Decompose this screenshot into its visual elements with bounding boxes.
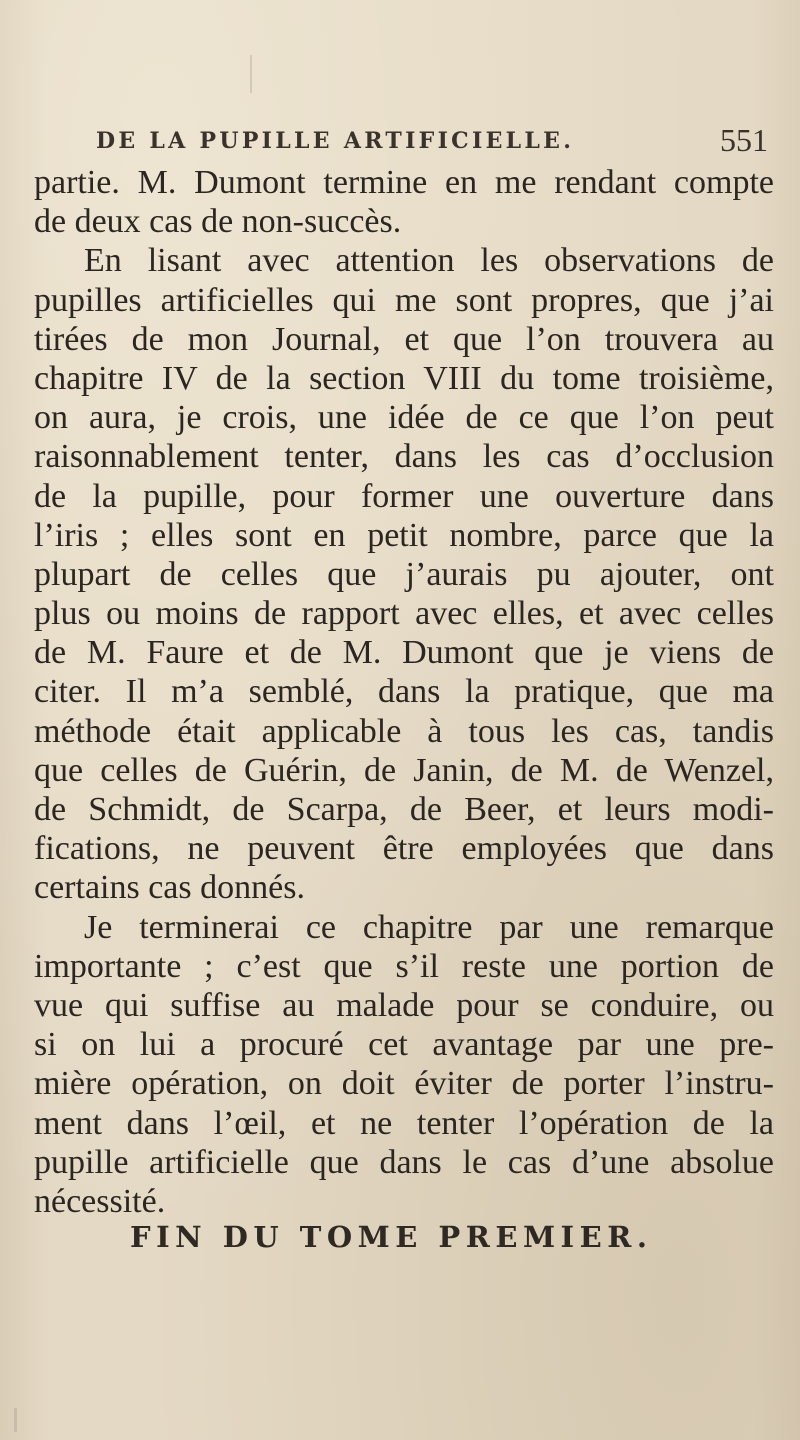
text-line: fications, ne peuvent être employées que dans (34, 830, 774, 868)
text-line: citer. Il m’a semblé, dans la pratique, que ma (34, 673, 774, 711)
text-line: importante ; c’est que s’il reste une portion de (34, 947, 774, 985)
text-line: pupille artificielle que dans le cas d’une absolue (34, 1143, 774, 1181)
body-text (34, 163, 774, 1221)
text-line: que celles de Guérin, de Janin, de M. de Wenzel, (34, 751, 774, 789)
text-line: si on lui a procuré cet avantage par une pre- (34, 1026, 774, 1064)
text-line: chapitre IV de la section VIII du tome troisième, (34, 359, 774, 397)
text-line: mière opération, on doit éviter de porter l’instru- (34, 1065, 774, 1103)
colophon: FIN DU TOME PREMIER. (130, 1220, 653, 1254)
paper-speck (250, 55, 252, 93)
text-line: pupilles artificielles qui me sont propres, que j’ai (34, 281, 774, 319)
text-line: l’iris ; elles sont en petit nombre, parce que la (34, 516, 774, 554)
text-line: tirées de mon Journal, et que l’on trouvera au (34, 320, 774, 358)
text-line: ment dans l’œil, et ne tenter l’opération de la (34, 1104, 774, 1142)
text-line: méthode était applicable à tous les cas, tandis (34, 712, 774, 750)
text-line: plupart de celles que j’aurais pu ajouter, ont (34, 555, 774, 593)
text-line: de la pupille, pour former une ouverture dans (34, 477, 774, 515)
text-line: partie. M. Dumont termine en me rendant compte (34, 164, 774, 201)
text-line: nécessité. (34, 1182, 166, 1220)
running-title: DE LA PUPILLE ARTIFICIELLE. (96, 128, 575, 154)
paper-speck (14, 1408, 17, 1432)
text-line: vue qui suffise au malade pour se conduire, ou (34, 986, 774, 1024)
text-line: de Schmidt, de Scarpa, de Beer, et leurs modi- (34, 791, 774, 828)
text-line: Je terminerai ce chapitre par une remarque (84, 908, 774, 946)
text-line: plus ou moins de rapport avec elles, et avec celles (34, 595, 774, 633)
text-line: de M. Faure et de M. Dumont que je viens de (34, 634, 774, 672)
text-line: En lisant avec attention les observations de (84, 242, 774, 280)
running-head (96, 122, 768, 164)
text-line: certains cas donnés. (34, 869, 305, 907)
text-line: de deux cas de non-succès. (34, 203, 402, 241)
text-line: on aura, je crois, une idée de ce que l’on peut (34, 399, 774, 437)
page-number: 551 (720, 122, 768, 158)
text-line: raisonnablement tenter, dans les cas d’occlusion (34, 438, 774, 476)
